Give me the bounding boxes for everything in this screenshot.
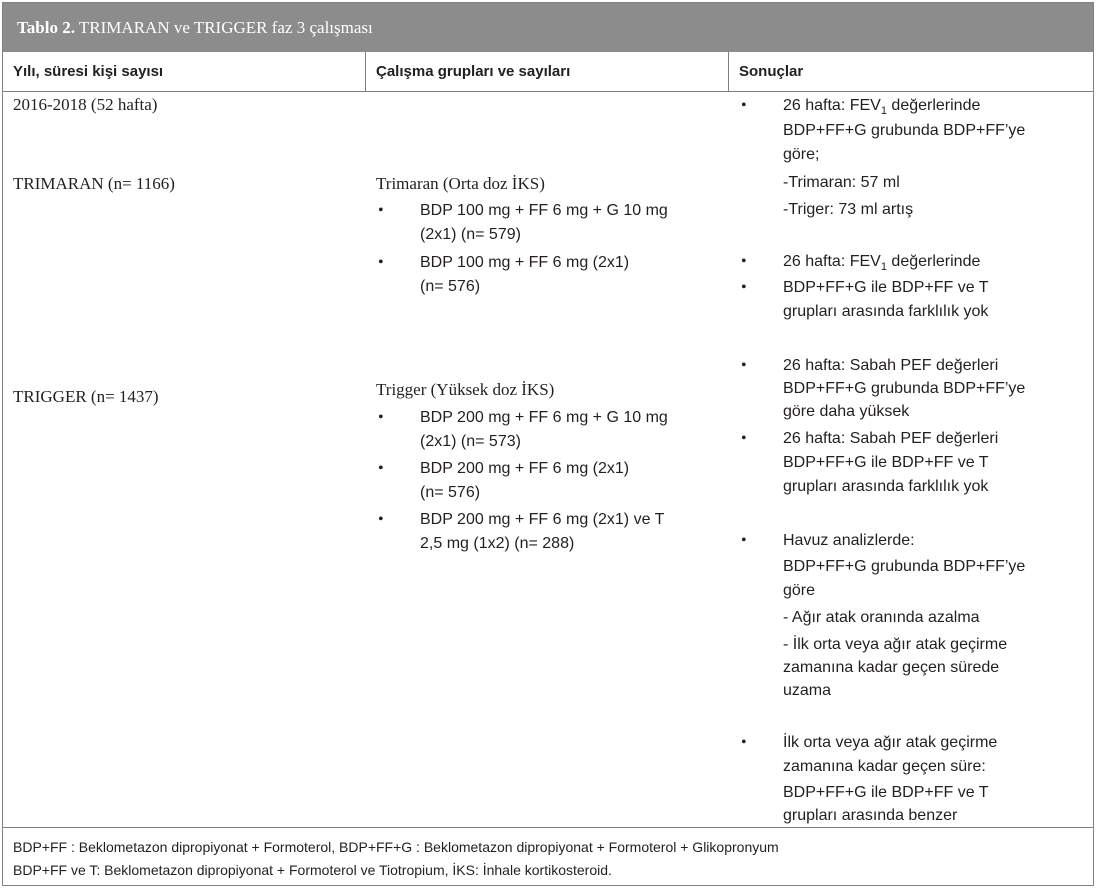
result-line: göre <box>783 582 816 599</box>
result-line: BDP+FF+G grubunda BDP+FF’ye <box>783 122 1026 139</box>
header-groups: Çalışma grupları ve sayıları <box>376 63 571 80</box>
footnote-1: BDP+FF : Beklometazon dipropiyonat + Formoterol, BDP+FF+G : Beklometazon dipropiyonat + Formoterol + Glikopronyum <box>13 839 779 855</box>
table-footer <box>3 827 1093 886</box>
bullet: • <box>378 460 384 477</box>
table-title-label: Tablo 2. <box>17 18 75 37</box>
trimaran-group-2: BDP 100 mg + FF 6 mg (2x1) <box>420 254 630 271</box>
result-line: Havuz analizlerde: <box>783 532 915 549</box>
trigger-group-2-n: (n= 576) <box>420 484 481 501</box>
trimaran-group-1-n: (2x1) (n= 579) <box>420 226 521 243</box>
result-line: zamanına kadar geçen süre: <box>783 758 986 775</box>
result-fev-1: 26 hafta: $FEV_1$ değerlerinde <box>783 97 981 117</box>
table-frame <box>2 2 1094 886</box>
result-line: 26 hafta: Sabah PEF değerleri <box>783 430 999 447</box>
trigger-group-2: BDP 200 mg + FF 6 mg (2x1) <box>420 460 630 477</box>
header-results: Sonuçlar <box>739 63 804 80</box>
result-line: BDP+FF+G ile BDP+FF ve T <box>783 784 989 801</box>
result-line: uzama <box>783 682 832 699</box>
trigger-group-1: BDP 200 mg + FF 6 mg + G 10 mg <box>420 409 668 426</box>
study-trimaran: TRIMARAN (n= 1166) <box>13 174 175 193</box>
header-divider <box>728 52 729 91</box>
trimaran-group-title: Trimaran (Orta doz İKS) <box>376 174 545 193</box>
table-title-text: TRIMARAN ve TRIGGER faz 3 çalışması <box>78 18 373 37</box>
result-line: İlk orta veya ağır atak geçirme <box>783 734 998 751</box>
result-line: BDP+FF+G ile BDP+FF ve T <box>783 454 989 471</box>
result-fev-2: 26 hafta: $FEV_1$ değerlerinde <box>783 253 981 273</box>
result-line: -Triger: 73 ml artış <box>783 201 914 218</box>
study-period: 2016-2018 (52 hafta) <box>13 95 158 114</box>
trigger-group-1-n: (2x1) (n= 573) <box>420 433 521 450</box>
header-row <box>3 52 1093 92</box>
result-line: grupları arasında farklılık yok <box>783 478 989 495</box>
trigger-group-title: Trigger (Yüksek doz İKS) <box>376 380 555 399</box>
result-line: - İlk orta veya ağır atak geçirme <box>783 636 1008 653</box>
result-line: göre daha yüksek <box>783 403 910 420</box>
result-line: - Ağır atak oranında azalma <box>783 609 980 626</box>
bullet: • <box>741 357 747 374</box>
result-line: göre; <box>783 146 820 163</box>
bullet: • <box>378 254 384 271</box>
trimaran-group-2-n: (n= 576) <box>420 278 481 295</box>
result-line: grupları arasında benzer <box>783 807 958 824</box>
trigger-group-3: BDP 200 mg + FF 6 mg (2x1) ve T <box>420 511 665 528</box>
footnote-2: BDP+FF ve T: Beklometazon dipropiyonat + Formoterol ve Tiotropium, İKS: İnhale kortikosteroid. <box>13 862 612 878</box>
trigger-group-3-n: 2,5 mg (1x2) (n= 288) <box>420 535 575 552</box>
header-divider <box>365 52 366 91</box>
result-line: -Trimaran: 57 ml <box>783 174 900 191</box>
result-line: BDP+FF+G grubunda BDP+FF’ye <box>783 558 1026 575</box>
bullet: • <box>741 734 747 751</box>
bullet: • <box>378 409 384 426</box>
result-line: 26 hafta: Sabah PEF değerleri <box>783 357 999 374</box>
result-line: zamanına kadar geçen sürede <box>783 659 1000 676</box>
bullet: • <box>741 430 747 447</box>
bullet: • <box>741 279 747 296</box>
bullet: • <box>378 511 384 528</box>
result-line: grupları arasında farklılık yok <box>783 303 989 320</box>
trimaran-group-1: BDP 100 mg + FF 6 mg + G 10 mg <box>420 202 668 219</box>
bullet: • <box>378 202 384 219</box>
header-year: Yılı, süresi kişi sayısı <box>13 63 164 80</box>
table-title <box>3 3 1093 52</box>
bullet: • <box>741 253 747 270</box>
bullet: • <box>741 532 747 549</box>
result-line: BDP+FF+G grubunda BDP+FF’ye <box>783 380 1026 397</box>
bullet: • <box>741 97 747 114</box>
result-line: BDP+FF+G ile BDP+FF ve T <box>783 279 989 296</box>
study-trigger: TRIGGER (n= 1437) <box>13 387 159 406</box>
